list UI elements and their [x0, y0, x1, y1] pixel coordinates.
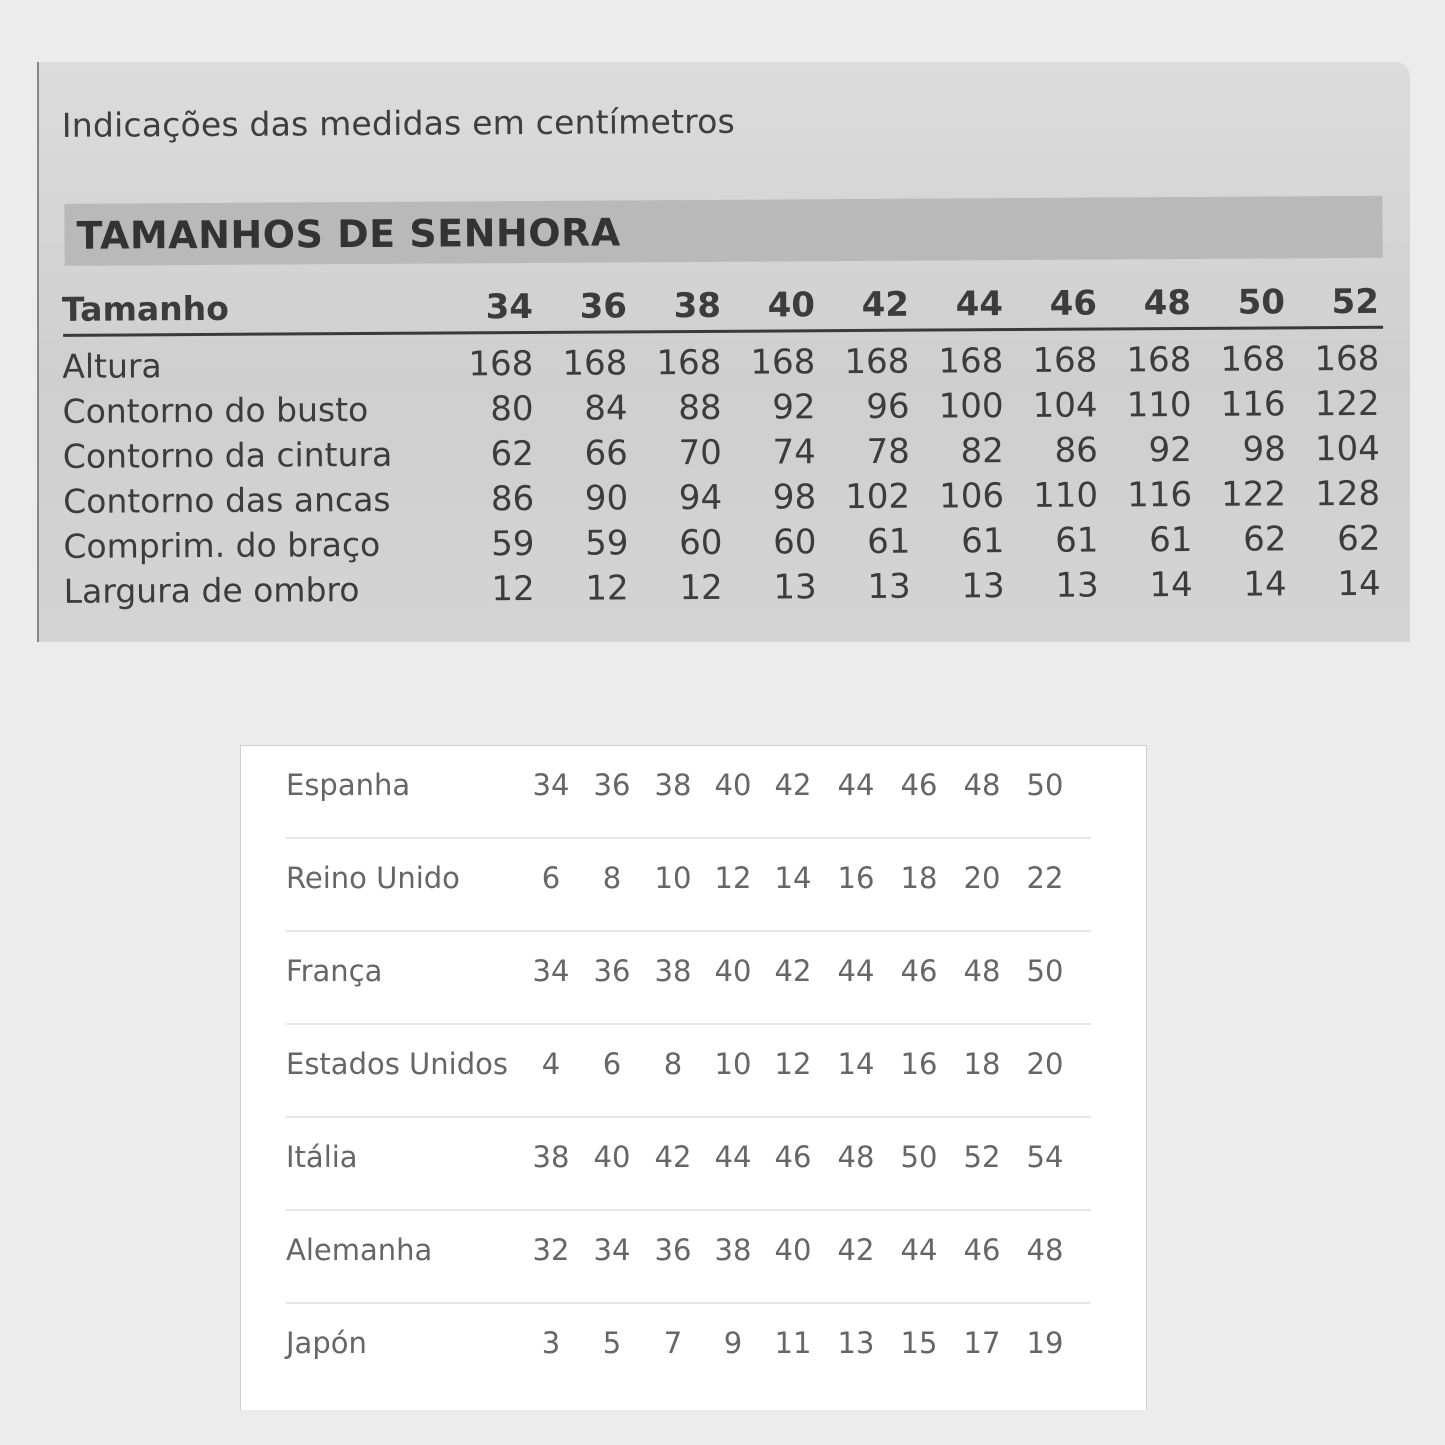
conversion-cell: 14: [837, 1047, 875, 1081]
conversion-cell: 44: [900, 1233, 938, 1267]
measurement-label: Contorno das ancas: [63, 479, 391, 521]
conversion-cell: 34: [593, 1233, 631, 1267]
measurement-cell: 70: [678, 432, 722, 474]
conversion-cell: 36: [654, 1233, 692, 1267]
measurement-cell: 62: [1243, 519, 1287, 560]
conversion-cell: 10: [714, 1047, 752, 1081]
conversion-cell: 36: [593, 768, 631, 802]
measurement-cell: 61: [1055, 520, 1099, 561]
conversion-cell: 38: [532, 1140, 570, 1174]
country-label: Japón: [286, 1326, 367, 1360]
country-label: Reino Unido: [286, 861, 460, 895]
title-banner: [64, 196, 1382, 266]
conversion-cell: 48: [1026, 1233, 1064, 1267]
conversion-cell: 38: [654, 768, 692, 802]
measurement-cell: 102: [845, 476, 911, 518]
measurement-cell: 104: [1314, 428, 1380, 470]
measurement-cell: 168: [844, 341, 910, 383]
measurements-scan: [37, 62, 1410, 642]
measurement-cell: 13: [961, 566, 1005, 607]
measurement-cell: 59: [491, 523, 535, 565]
conversion-cell: 52: [963, 1140, 1001, 1174]
conversion-cell: 13: [837, 1326, 875, 1360]
conversion-cell: 4: [541, 1047, 561, 1081]
conversion-cell: 11: [774, 1326, 812, 1360]
conversion-cell: 15: [900, 1326, 938, 1360]
measurement-cell: 66: [584, 433, 628, 474]
conversion-cell: 46: [963, 1233, 1001, 1267]
measurement-cell: 100: [938, 386, 1004, 427]
measurement-label: Largura de ombro: [63, 570, 360, 611]
measurement-cell: 122: [1314, 383, 1380, 425]
measurement-cell: 61: [961, 521, 1005, 562]
measurement-cell: 60: [679, 522, 723, 564]
measurements-subtitle: Indicações das medidas em centímetros: [61, 101, 736, 145]
conversion-cell: 3: [541, 1326, 561, 1360]
measurement-cell: 122: [1221, 474, 1287, 515]
conversion-cell: 8: [602, 861, 622, 895]
conversion-cell: 46: [774, 1140, 812, 1174]
measurement-cell: 94: [678, 477, 723, 519]
conversion-cell: 34: [532, 954, 570, 988]
conversion-cell: 38: [654, 954, 692, 988]
conversion-cell: 46: [900, 768, 938, 802]
measurement-cell: 62: [1337, 518, 1381, 560]
measurement-cell: 61: [867, 521, 911, 562]
measurement-cell: 14: [1149, 564, 1193, 606]
measurement-row: [39, 564, 1410, 616]
measurement-cell: 92: [772, 387, 816, 428]
conversion-cell: 48: [963, 768, 1001, 802]
measurement-cell: 14: [1243, 564, 1287, 605]
measurement-cell: 116: [1127, 474, 1193, 516]
conversion-cell: 7: [663, 1326, 683, 1360]
conversion-row: [286, 932, 1091, 1025]
measurement-cell: 14: [1337, 563, 1381, 605]
conversion-cell: 48: [837, 1140, 875, 1174]
measurement-cell: 168: [656, 342, 722, 384]
size-header-cell: 34: [485, 286, 534, 328]
measurement-label: Altura: [62, 346, 162, 386]
measurement-row: [38, 474, 1409, 526]
conversion-cell: 20: [1026, 1047, 1064, 1081]
measurement-row: [37, 384, 1408, 436]
size-header-cell: 52: [1331, 281, 1380, 323]
conversion-cell: 38: [714, 1233, 752, 1267]
measurement-cell: 12: [491, 568, 535, 610]
conversion-cell: 6: [541, 861, 561, 895]
measurement-cell: 59: [585, 523, 629, 564]
measurement-cell: 62: [490, 433, 534, 475]
measurement-label: Contorno do busto: [62, 389, 369, 431]
conversion-cell: 18: [900, 861, 938, 895]
conversion-cell: 50: [1026, 954, 1064, 988]
conversion-row: [286, 1025, 1091, 1118]
measurement-cell: 98: [772, 477, 817, 518]
conversion-cell: 54: [1026, 1140, 1064, 1174]
conversion-cell: 20: [963, 861, 1001, 895]
size-header-cell: 50: [1237, 282, 1286, 323]
measurement-label: Contorno da cintura: [62, 434, 393, 476]
conversion-cell: 10: [654, 861, 692, 895]
conversion-cell: 6: [602, 1047, 622, 1081]
measurement-cell: 84: [584, 388, 628, 429]
conversion-cell: 22: [1026, 861, 1064, 895]
country-label: Espanha: [286, 768, 411, 802]
conversion-cell: 17: [963, 1326, 1001, 1360]
country-label: Estados Unidos: [286, 1047, 508, 1081]
size-header-cell: 48: [1143, 282, 1192, 324]
measurement-row: [38, 519, 1409, 571]
measurement-cell: 80: [490, 388, 534, 430]
conversion-cell: 18: [963, 1047, 1001, 1081]
measurement-cell: 110: [1033, 475, 1099, 516]
size-header-cell: 44: [955, 284, 1004, 325]
conversion-cell: 40: [714, 954, 752, 988]
conversion-cell: 5: [602, 1326, 622, 1360]
conversion-cell: 42: [654, 1140, 692, 1174]
measurement-cell: 98: [1242, 429, 1286, 470]
measurement-cell: 13: [1055, 565, 1099, 606]
conversion-row: [286, 1211, 1091, 1304]
measurement-cell: 168: [1032, 340, 1098, 381]
measurement-cell: 86: [1054, 430, 1098, 471]
measurement-cell: 61: [1149, 519, 1193, 561]
size-conversion-card: [240, 745, 1147, 1410]
conversion-cell: 32: [532, 1233, 570, 1267]
conversion-cell: 42: [837, 1233, 875, 1267]
conversion-cell: 14: [774, 861, 812, 895]
measurement-cell: 116: [1220, 384, 1286, 425]
conversion-cell: 8: [663, 1047, 683, 1081]
conversion-cell: 36: [593, 954, 631, 988]
size-header-cell: 36: [579, 286, 628, 327]
measurement-cell: 106: [939, 476, 1005, 517]
conversion-cell: 46: [900, 954, 938, 988]
measurement-cell: 168: [750, 342, 816, 383]
country-label: França: [286, 954, 383, 988]
measurements-title: TAMANHOS DE SENHORA: [76, 210, 621, 258]
conversion-cell: 40: [774, 1233, 812, 1267]
measurement-cell: 168: [1220, 339, 1286, 380]
measurement-cell: 168: [938, 341, 1004, 382]
conversion-cell: 12: [774, 1047, 812, 1081]
country-label: Alemanha: [286, 1233, 433, 1267]
conversion-row: [286, 1304, 1091, 1397]
measurement-cell: 168: [1126, 339, 1192, 381]
conversion-cell: 34: [532, 768, 570, 802]
measurement-cell: 86: [490, 478, 535, 520]
conversion-cell: 42: [774, 768, 812, 802]
conversion-cell: 40: [714, 768, 752, 802]
measurement-cell: 13: [773, 567, 817, 608]
conversion-cell: 42: [774, 954, 812, 988]
measurement-cell: 13: [867, 566, 911, 607]
conversion-cell: 16: [837, 861, 875, 895]
size-header-cell: 42: [861, 284, 910, 325]
conversion-cell: 44: [837, 768, 875, 802]
measurements-table: [37, 62, 1410, 642]
conversion-cell: 16: [900, 1047, 938, 1081]
measurement-cell: 168: [468, 343, 534, 385]
size-header-label: Tamanho: [61, 288, 229, 329]
conversion-row: [286, 746, 1091, 839]
measurement-cell: 128: [1315, 473, 1381, 515]
measurement-cell: 74: [772, 432, 816, 473]
conversion-row: [286, 1118, 1091, 1211]
measurement-cell: 168: [562, 343, 628, 384]
measurement-cell: 12: [679, 567, 723, 609]
measurement-label: Comprim. do braço: [63, 524, 381, 566]
measurement-cell: 12: [585, 568, 629, 609]
measurement-cell: 96: [866, 386, 910, 427]
measurement-cell: 82: [960, 431, 1004, 472]
conversion-cell: 50: [900, 1140, 938, 1174]
conversion-cell: 44: [714, 1140, 752, 1174]
conversion-cell: 9: [723, 1326, 743, 1360]
country-label: Itália: [286, 1140, 358, 1174]
measurement-row: [37, 339, 1408, 391]
measurement-cell: 90: [584, 478, 629, 519]
measurement-cell: 168: [1314, 338, 1380, 380]
measurement-cell: 78: [866, 431, 910, 472]
conversion-cell: 40: [593, 1140, 631, 1174]
conversion-cell: 50: [1026, 768, 1064, 802]
measurement-cell: 92: [1148, 429, 1192, 471]
measurement-cell: 104: [1032, 385, 1098, 426]
size-header-cell: 40: [767, 285, 816, 326]
conversion-cell: 19: [1026, 1326, 1064, 1360]
conversion-cell: 48: [963, 954, 1001, 988]
size-header-cell: 38: [673, 285, 722, 327]
measurement-cell: 60: [773, 522, 817, 563]
conversion-row: [286, 839, 1091, 932]
measurement-row: [38, 429, 1409, 481]
conversion-cell: 12: [714, 861, 752, 895]
conversion-cell: 44: [837, 954, 875, 988]
size-header-cell: 46: [1049, 283, 1098, 324]
measurement-cell: 110: [1126, 384, 1192, 426]
measurement-cell: 88: [678, 387, 722, 429]
